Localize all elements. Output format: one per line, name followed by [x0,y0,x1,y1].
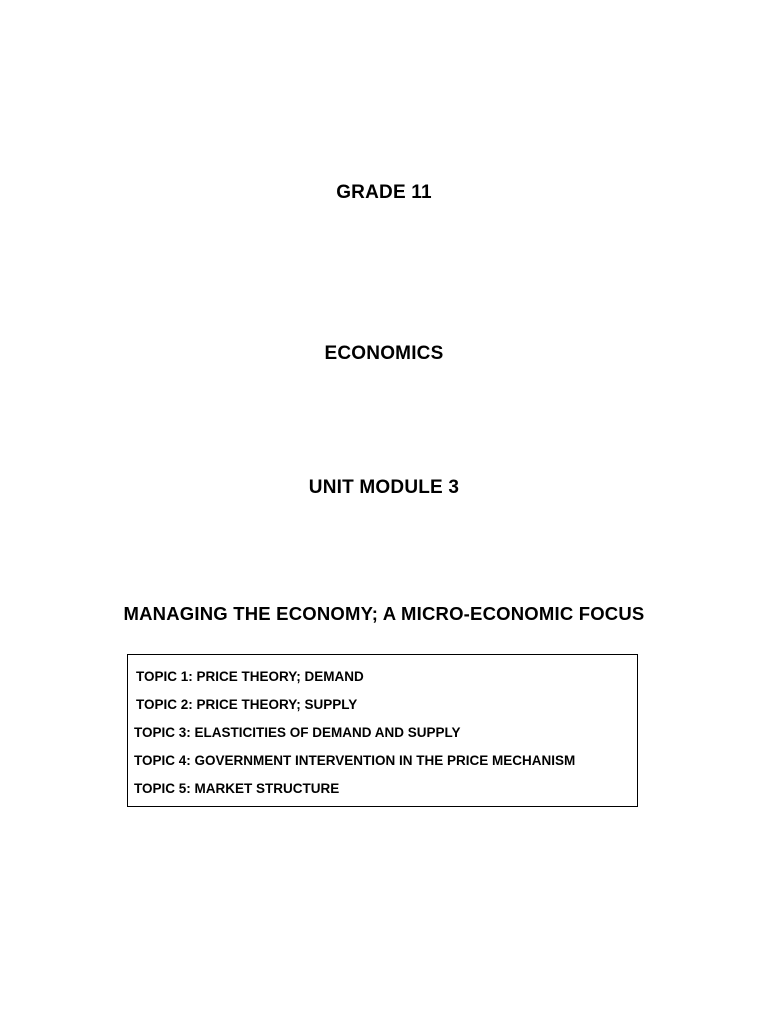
module-title: MANAGING THE ECONOMY; A MICRO-ECONOMIC FOCUS [123,603,645,624]
topic-item: TOPIC 5: MARKET STRUCTURE [134,781,340,796]
topic-item: TOPIC 4: GOVERNMENT INTERVENTION IN THE PRICE MECHANISM [134,753,576,768]
grade-heading: GRADE 11 [336,182,432,203]
unit-heading: UNIT MODULE 3 [308,477,460,498]
subject-heading: ECONOMICS [324,343,444,364]
topic-item: TOPIC 1: PRICE THEORY; DEMAND [136,669,364,684]
topics-box [127,654,638,807]
topic-item: TOPIC 2: PRICE THEORY; SUPPLY [136,697,358,712]
topic-item: TOPIC 3: ELASTICITIES OF DEMAND AND SUPPLY [134,725,461,740]
